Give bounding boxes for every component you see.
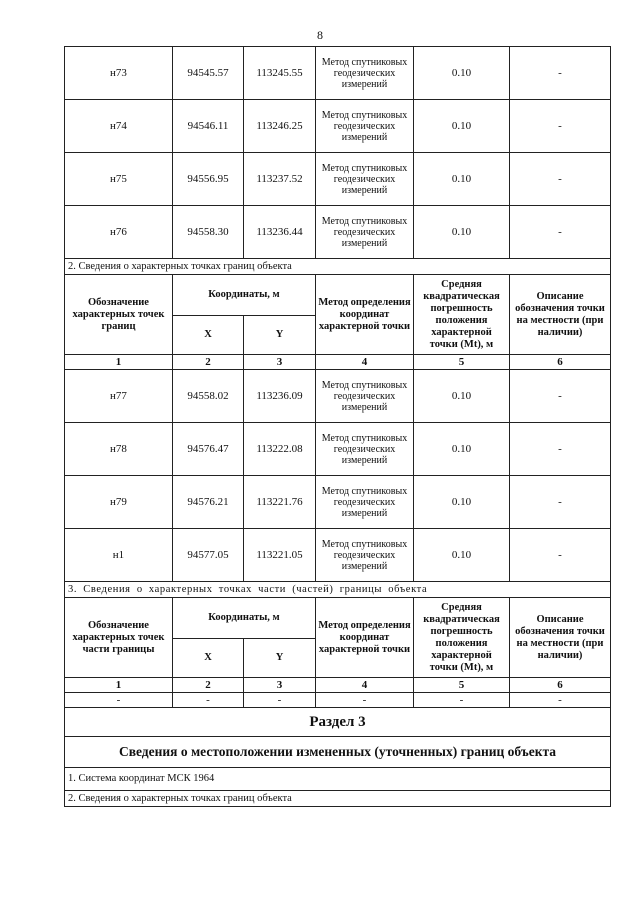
column-number: 5 [414, 355, 510, 370]
description-cell: - [510, 206, 611, 259]
method-cell: Метод спутниковых геодезических измерений [316, 529, 414, 582]
boundary-points-table [64, 46, 611, 807]
mt-value: 0.10 [414, 423, 510, 476]
column-number: 2 [173, 678, 244, 693]
mt-value: 0.10 [414, 529, 510, 582]
caption-final: 2. Сведения о характерных точках границ объекта [65, 791, 611, 807]
caption-part-boundary-points: 3. Сведения о характерных точках части (частей) границы объекта [65, 582, 611, 598]
method-cell: Метод спутниковых геодезических измерений [316, 206, 414, 259]
table-row [65, 693, 611, 708]
header-mt: Средняя квадратическая погрешность положения характерной точки (Mt), м [414, 598, 510, 678]
empty-cell: - [173, 693, 244, 708]
column-numbers-row [65, 355, 611, 370]
header-mt: Средняя квадратическая погрешность положения характерной точки (Mt), м [414, 275, 510, 355]
column-number: 3 [244, 355, 316, 370]
header-description: Описание обозначения точки на местности (при наличии) [510, 598, 611, 678]
description-cell: - [510, 423, 611, 476]
table-header-row [65, 598, 611, 639]
header-point-designation: Обозначение характерных точек границ [65, 275, 173, 355]
page-number: 8 [317, 28, 323, 42]
column-number: 3 [244, 678, 316, 693]
empty-cell: - [510, 693, 611, 708]
empty-cell: - [316, 693, 414, 708]
coordinate-system: 1. Система координат МСК 1964 [65, 768, 611, 791]
header-method: Метод определения координат характерной точки [316, 275, 414, 355]
point-label: н77 [65, 370, 173, 423]
point-label: н73 [65, 47, 173, 100]
coord-x: 94546.11 [173, 100, 244, 153]
description-cell: - [510, 476, 611, 529]
description-cell: - [510, 100, 611, 153]
coord-y: 113236.09 [244, 370, 316, 423]
mt-value: 0.10 [414, 370, 510, 423]
column-number: 5 [414, 678, 510, 693]
section-caption [65, 791, 611, 807]
description-cell: - [510, 370, 611, 423]
section-title: Раздел 3 [65, 708, 611, 737]
coord-y: 113221.76 [244, 476, 316, 529]
column-number: 1 [65, 678, 173, 693]
header-point-designation: Обозначение характерных точек части границы [65, 598, 173, 678]
point-label: н1 [65, 529, 173, 582]
coord-y: 113236.44 [244, 206, 316, 259]
header-coordinates: Координаты, м [173, 275, 316, 316]
coord-y: 113245.55 [244, 47, 316, 100]
table-row [65, 47, 611, 100]
table-row [65, 153, 611, 206]
column-number: 1 [65, 355, 173, 370]
header-description: Описание обозначения точки на местности (при наличии) [510, 275, 611, 355]
method-cell: Метод спутниковых геодезических измерений [316, 47, 414, 100]
section-heading-row [65, 708, 611, 737]
section-subheading-row [65, 737, 611, 768]
caption-boundary-points: 2. Сведения о характерных точках границ объекта [65, 259, 611, 275]
mt-value: 0.10 [414, 153, 510, 206]
point-label: н78 [65, 423, 173, 476]
coord-x: 94545.57 [173, 47, 244, 100]
column-number: 4 [316, 355, 414, 370]
table-row [65, 206, 611, 259]
empty-cell: - [244, 693, 316, 708]
point-label: н79 [65, 476, 173, 529]
coord-x: 94576.47 [173, 423, 244, 476]
point-label: н74 [65, 100, 173, 153]
point-label: н76 [65, 206, 173, 259]
description-cell: - [510, 47, 611, 100]
method-cell: Метод спутниковых геодезических измерений [316, 423, 414, 476]
section-caption [65, 259, 611, 275]
table-row [65, 476, 611, 529]
empty-cell: - [414, 693, 510, 708]
coord-x: 94558.02 [173, 370, 244, 423]
coord-y: 113222.08 [244, 423, 316, 476]
coord-x: 94556.95 [173, 153, 244, 206]
column-number: 2 [173, 355, 244, 370]
coord-x: 94558.30 [173, 206, 244, 259]
coord-y: 113221.05 [244, 529, 316, 582]
column-number: 6 [510, 355, 611, 370]
table-header-row [65, 275, 611, 316]
column-number: 6 [510, 678, 611, 693]
section-caption [65, 582, 611, 598]
coord-y: 113237.52 [244, 153, 316, 206]
section-caption [65, 768, 611, 791]
mt-value: 0.10 [414, 206, 510, 259]
mt-value: 0.10 [414, 47, 510, 100]
method-cell: Метод спутниковых геодезических измерений [316, 476, 414, 529]
header-x: X [173, 639, 244, 678]
point-label: н75 [65, 153, 173, 206]
method-cell: Метод спутниковых геодезических измерений [316, 153, 414, 206]
column-numbers-row [65, 678, 611, 693]
table-row [65, 370, 611, 423]
method-cell: Метод спутниковых геодезических измерений [316, 370, 414, 423]
header-method: Метод определения координат характерной точки [316, 598, 414, 678]
table-row [65, 529, 611, 582]
description-cell: - [510, 153, 611, 206]
coord-x: 94577.05 [173, 529, 244, 582]
section-subtitle: Сведения о местоположении измененных (уточненных) границ объекта [65, 737, 611, 768]
mt-value: 0.10 [414, 476, 510, 529]
header-coordinates: Координаты, м [173, 598, 316, 639]
table-row [65, 100, 611, 153]
column-number: 4 [316, 678, 414, 693]
mt-value: 0.10 [414, 100, 510, 153]
coord-x: 94576.21 [173, 476, 244, 529]
header-y: Y [244, 639, 316, 678]
header-x: X [173, 316, 244, 355]
method-cell: Метод спутниковых геодезических измерений [316, 100, 414, 153]
table-row [65, 423, 611, 476]
description-cell: - [510, 529, 611, 582]
empty-cell: - [65, 693, 173, 708]
coord-y: 113246.25 [244, 100, 316, 153]
header-y: Y [244, 316, 316, 355]
